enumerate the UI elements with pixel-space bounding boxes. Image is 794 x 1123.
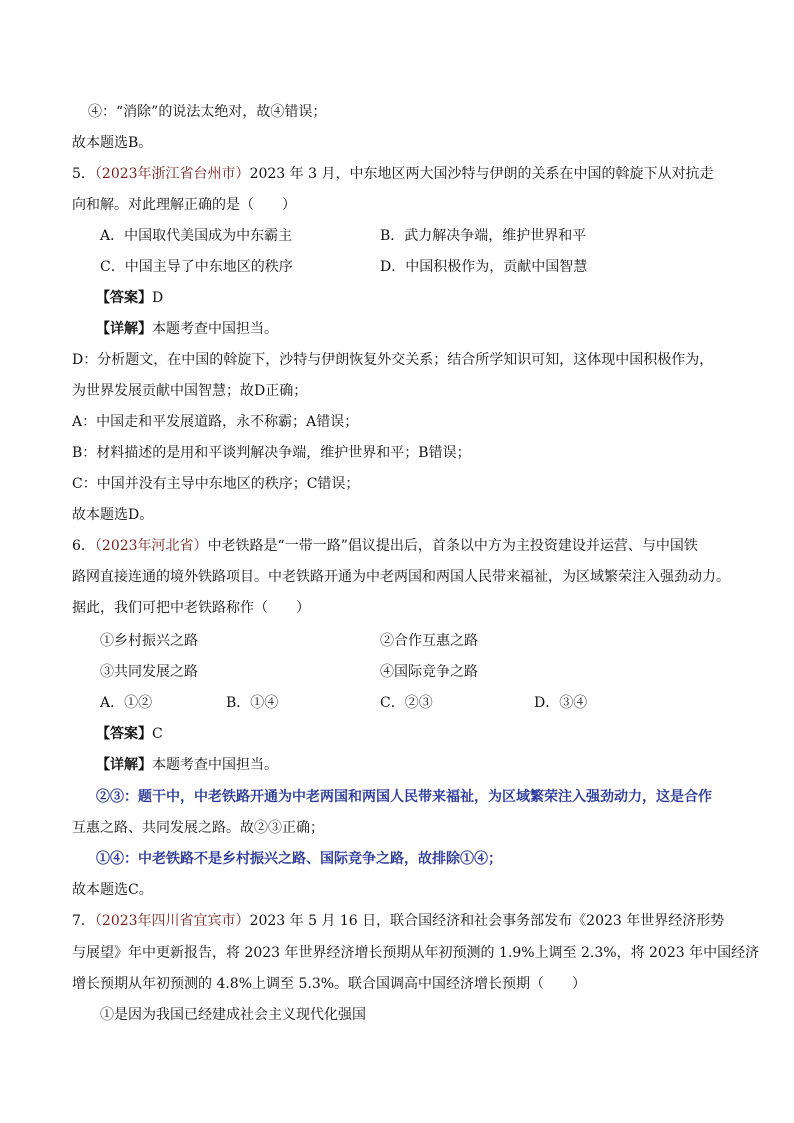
question-text: 与展望》年中更新报告，将 2023 年世界经济增长预期从年初预测的 1.9%上调至 2.3%，将 2023 年中国经济 [72,945,760,961]
text-line: 故本题选B。 [72,135,153,151]
highlight-line: ①④：中老铁路不是乡村振兴之路、国际竞争之路，故排除①④； [96,851,502,867]
answer-tag: 【答案】 [96,290,152,306]
question-7 [72,911,724,931]
answer-line [96,288,163,308]
text-line: B：材料描述的是用和平谈判解决争端，维护世界和平；B错误； [72,445,471,461]
statement-1: ①是因为我国已经建成社会主义现代化强国 [100,1007,366,1023]
question-text: 路网直接连通的境外铁路项目。中老铁路开通为中老两国和两国人民带来福祉，为区域繁荣注入强劲动力。 [72,569,730,585]
explanation-text: 本题考查中国担当。 [152,321,278,337]
option-d: D．中国积极作为，贡献中国智慧 [380,259,588,275]
explanation-text: 本题考查中国担当。 [152,757,278,773]
explanation-line [96,755,278,775]
answer-tag: 【答案】 [96,726,152,742]
text-line: 故本题选C。 [72,882,153,898]
option-c: C．中国主导了中东地区的秩序 [100,259,293,275]
option-b: B．武力解决争端，维护世界和平 [380,228,587,244]
question-source: （2023年四川省宜宾市） [94,913,250,929]
question-source: （2023年河北省） [94,538,208,554]
highlight-line: ②③：题干中，中老铁路开通为中老两国和两国人民带来福祉，为区域繁荣注入强劲动力，这是合作 [96,789,712,805]
text-line: 为世界发展贡献中国智慧；故D正确； [72,383,308,399]
explanation-line [96,319,278,339]
question-6 [72,536,698,556]
question-number: 6． [72,538,95,554]
explanation-tag: 【详解】 [96,321,152,337]
question-text: 向和解。对此理解正确的是（ ） [72,197,296,213]
question-text: 增长预期从年初预测的 4.8%上调至 5.3%。联合国调高中国经济增长预期（ ） [72,976,587,992]
text-line: 故本题选D。 [72,507,154,523]
statement-2: ②合作互惠之路 [380,633,478,649]
option-b: B．①④ [226,695,279,711]
question-source: （2023年浙江省台州市） [94,166,250,182]
question-5 [72,164,713,184]
text-line: C：中国并没有主导中东地区的秩序；C错误； [72,476,360,492]
option-c: C．②③ [380,695,433,711]
question-text: 2023 年 3 月，中东地区两大国沙特与伊朗的关系在中国的斡旋下从对抗走 [249,166,714,182]
question-number: 7． [72,913,95,929]
question-text: 中老铁路是“一带一路”倡议提出后，首条以中方为主投资建设并运营、与中国铁 [207,538,698,554]
highlight-text: 互惠之路、共同发展之路。故②③正确； [72,820,324,836]
text-line: D：分析题文，在中国的斡旋下，沙特与伊朗恢复外交关系；结合所学知识可知，这体现中国积极作为， [72,352,714,368]
question-text: 2023 年 5 月 16 日，联合国经济和社会事务部发布《2023 年世界经济形势 [249,913,725,929]
text-line: A：中国走和平发展道路，永不称霸；A错误； [72,414,359,430]
question-number: 5． [72,166,95,182]
option-d: D．③④ [534,695,588,711]
question-text: 据此，我们可把中老铁路称作（ ） [72,600,310,616]
explanation-tag: 【详解】 [96,757,152,773]
highlight-line [72,818,324,838]
option-a: A．①② [100,695,153,711]
statement-1: ①乡村振兴之路 [100,633,198,649]
statement-4: ④国际竞争之路 [380,664,478,680]
text-line: ④：“消除”的说法太绝对，故④错误； [88,104,327,120]
option-a: A．中国取代美国成为中东霸主 [100,228,293,244]
answer-value: C [152,726,163,742]
answer-value: D [152,290,164,306]
statement-3: ③共同发展之路 [100,664,198,680]
answer-line [96,724,163,744]
